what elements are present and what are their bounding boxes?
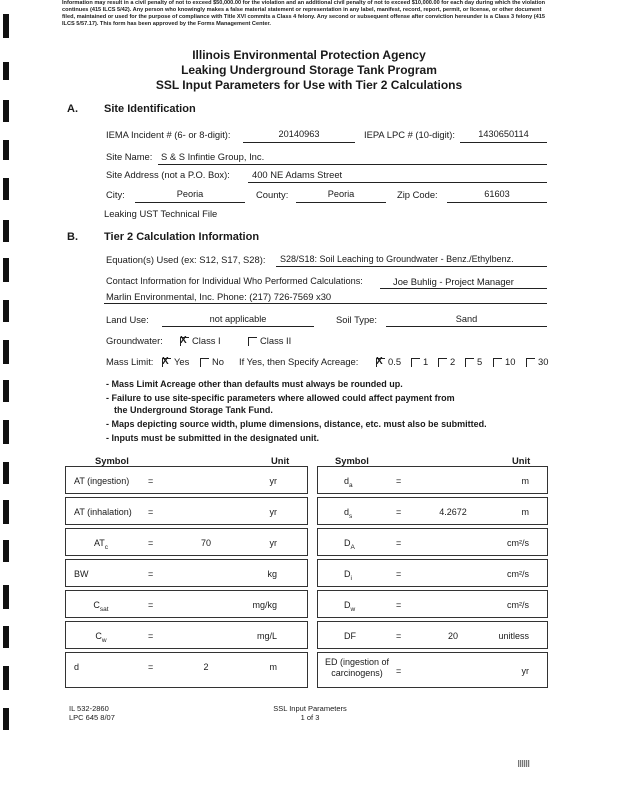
unit-cell: yr xyxy=(269,507,277,517)
registration-mark xyxy=(3,626,9,648)
site-address-label: Site Address (not a P.O. Box): xyxy=(106,169,230,180)
equations-label: Equation(s) Used (ex: S12, S17, S28): xyxy=(106,254,266,265)
acreage-option[interactable]: 5 xyxy=(465,356,482,367)
unit-header-left: Unit xyxy=(271,455,290,466)
form-number: IL 532-2860 xyxy=(69,704,109,713)
registration-mark xyxy=(3,585,9,609)
table-row xyxy=(65,497,308,525)
acreage-option[interactable]: 30 xyxy=(526,356,548,367)
table-row xyxy=(65,466,308,494)
section-b-heading: Tier 2 Calculation Information xyxy=(104,231,260,243)
acreage-option[interactable]: 10 xyxy=(493,356,515,367)
section-b-letter: B. xyxy=(67,231,78,243)
table-row xyxy=(317,497,548,525)
registration-mark xyxy=(3,140,9,160)
groundwater-label: Groundwater: xyxy=(106,335,163,346)
page-number: 1 of 3 xyxy=(300,713,320,722)
acreage-label: If Yes, then Specify Acreage: xyxy=(239,356,359,367)
equals-sign: = xyxy=(396,600,402,610)
symbol-cell: ED (ingestion of carcinogens) xyxy=(324,657,390,678)
footer-title: SSL Input Parameters xyxy=(273,704,347,713)
equals-sign: = xyxy=(396,666,402,676)
symbol-cell: $D_w$ xyxy=(344,600,356,613)
equals-sign: = xyxy=(148,569,154,579)
class-i-option[interactable]: X Class I xyxy=(180,335,221,346)
unit-cell: yr xyxy=(521,666,529,676)
section-a-letter: A. xyxy=(67,103,78,115)
unit-cell: cm²/s xyxy=(507,600,529,610)
city-label: City: xyxy=(106,189,125,200)
form-title: SSL Input Parameters for Use with Tier 2 Calculations xyxy=(155,78,463,92)
class-i-checkbox[interactable] xyxy=(180,337,189,346)
symbol-cell: $AT_c$ xyxy=(93,538,109,551)
registration-mark xyxy=(3,380,9,402)
symbol-cell: d xyxy=(74,662,80,672)
soil-type-label: Soil Type: xyxy=(336,314,377,325)
unit-cell: mg/L xyxy=(256,631,277,641)
site-address-field[interactable]: 400 NE Adams Street xyxy=(252,169,343,180)
value-cell[interactable]: 4.2672 xyxy=(439,507,467,517)
value-cell[interactable]: 20 xyxy=(447,631,458,641)
equals-sign: = xyxy=(148,631,154,641)
city-field[interactable]: Peoria xyxy=(176,189,204,199)
county-field[interactable]: Peoria xyxy=(327,189,355,199)
symbol-cell: $d_a$ xyxy=(344,476,353,489)
iepa-lpc-field[interactable]: 1430650114 xyxy=(478,129,529,139)
mass-limit-label: Mass Limit: xyxy=(106,356,154,367)
equals-sign: = xyxy=(148,538,154,548)
iema-label: IEMA Incident # (6- or 8-digit): xyxy=(106,129,231,140)
acreage-option[interactable]: 2 xyxy=(438,356,455,367)
registration-mark xyxy=(3,708,9,730)
mass-limit-no-checkbox[interactable] xyxy=(200,358,209,367)
site-name-field[interactable]: S & S Infintie Group, Inc. xyxy=(161,151,265,162)
lpc-number: LPC 645 8/07 xyxy=(69,713,115,722)
symbol-cell: $d_s$ xyxy=(344,507,353,520)
unit-cell: m xyxy=(521,476,529,486)
zip-label: Zip Code: xyxy=(397,189,438,200)
table-row xyxy=(317,528,548,556)
value-cell[interactable]: 2 xyxy=(203,662,209,672)
instruction-line: - Maps depicting source width, plume dimensions, distance, etc. must also be submitted. xyxy=(106,419,487,429)
equals-sign: = xyxy=(396,538,402,548)
value-cell[interactable]: 70 xyxy=(200,538,211,548)
unit-cell: yr xyxy=(269,538,277,548)
county-label: County: xyxy=(256,189,289,200)
acreage-option[interactable]: X 0.5 xyxy=(376,356,401,367)
equations-field[interactable]: S28/S18: Soil Leaching to Groundwater - Benz./Ethylbenz. xyxy=(280,254,514,264)
symbol-header-right: Symbol xyxy=(335,455,369,466)
equals-sign: = xyxy=(396,507,402,517)
table-row xyxy=(65,652,308,688)
unit-cell: cm²/s xyxy=(507,538,529,548)
symbol-cell: BW xyxy=(74,569,89,579)
unit-cell: yr xyxy=(269,476,277,486)
registration-mark xyxy=(3,258,9,282)
table-row xyxy=(317,652,548,688)
technical-file-label: Leaking UST Technical File xyxy=(104,208,218,219)
table-row xyxy=(317,590,548,618)
registration-mark xyxy=(3,500,9,524)
registration-mark xyxy=(3,420,9,444)
symbol-cell: AT (inhalation) xyxy=(74,507,132,517)
table-row xyxy=(317,466,548,494)
mass-limit-no[interactable]: No xyxy=(200,356,224,367)
registration-mark xyxy=(3,14,9,38)
land-use-field[interactable]: not applicable xyxy=(209,314,267,324)
table-row xyxy=(317,621,548,649)
unit-cell: m xyxy=(521,507,529,517)
symbol-cell: $D_i$ xyxy=(344,569,352,582)
equals-sign: = xyxy=(148,507,154,517)
mass-limit-yes-checkbox[interactable] xyxy=(162,358,171,367)
symbol-cell: $C_{sat}$ xyxy=(93,600,109,613)
registration-mark xyxy=(3,462,9,484)
symbol-header-left: Symbol xyxy=(95,455,129,466)
equals-sign: = xyxy=(396,631,402,641)
class-ii-option[interactable]: Class II xyxy=(248,335,291,346)
equals-sign: = xyxy=(148,600,154,610)
registration-mark xyxy=(3,220,9,242)
unit-cell: mg/kg xyxy=(252,600,277,610)
equals-sign: = xyxy=(396,476,402,486)
table-row xyxy=(65,559,308,587)
soil-type-field[interactable]: Sand xyxy=(455,314,478,324)
contact-company-field[interactable]: Marlin Environmental, Inc. Phone: (217) 726-7569 x30 xyxy=(106,291,332,302)
zip-field[interactable]: 61603 xyxy=(484,189,510,199)
contact-name-field[interactable]: Joe Buhlig - Project Manager xyxy=(393,276,514,287)
contact-label: Contact Information for Individual Who Performed Calculations: xyxy=(106,276,363,286)
registration-mark xyxy=(3,100,9,122)
table-row xyxy=(65,590,308,618)
instruction-line: - Mass Limit Acreage other than defaults must always be rounded up. xyxy=(106,379,403,389)
class-ii-checkbox[interactable] xyxy=(248,337,257,346)
unit-cell: kg xyxy=(267,569,277,579)
equals-sign: = xyxy=(396,569,402,579)
symbol-cell: DF xyxy=(344,631,356,641)
mass-limit-yes[interactable]: X Yes xyxy=(162,356,189,367)
table-row xyxy=(65,528,308,556)
instruction-line: - Inputs must be submitted in the designated unit. xyxy=(106,433,320,443)
iema-incident-field[interactable]: 20140963 xyxy=(278,129,320,139)
land-use-label: Land Use: xyxy=(106,314,149,325)
registration-mark xyxy=(3,666,9,690)
symbol-cell: $D_A$ xyxy=(344,538,355,551)
registration-mark xyxy=(3,340,9,364)
legal-notice: Information may result in a civil penalty of not to exceed $50,000.00 for the violation and an additional civil penalty of not to exceed $10,000.00 for each day during which the violation continues (415 ILCS 5/42). Any person who knowingly makes a false material statement or representation in any label, manifest, record, report, permit, or license, or other document filed, maintained or used for the purpose of compliance with Title XVI commits a Class 4 felony. Any second or subsequent offense after conviction hereunder is a Class 3 felony (415 ILCS 5/57.17). This form has been approved by the Forms Management Center. xyxy=(62,0,546,27)
unit-cell: unitless xyxy=(498,631,529,641)
equals-sign: = xyxy=(148,476,154,486)
unit-header-right: Unit xyxy=(512,455,531,466)
unit-cell: cm²/s xyxy=(507,569,529,579)
section-a-heading: Site Identification xyxy=(104,103,196,115)
registration-mark xyxy=(3,540,9,562)
unit-cell: m xyxy=(269,662,277,672)
table-row xyxy=(317,559,548,587)
table-row xyxy=(65,621,308,649)
iepa-label: IEPA LPC # (10-digit): xyxy=(364,129,456,140)
equals-sign: = xyxy=(148,662,154,672)
symbol-cell: $C_w$ xyxy=(95,631,107,644)
acreage-option[interactable]: 1 xyxy=(411,356,428,367)
registration-mark xyxy=(3,300,9,322)
instruction-line: the Underground Storage Tank Fund. xyxy=(114,405,273,415)
site-name-label: Site Name: xyxy=(106,151,153,162)
symbol-cell: AT (ingestion) xyxy=(74,476,130,486)
instruction-line: - Failure to use site-specific parameters where allowed could affect payment from xyxy=(106,393,455,403)
registration-mark xyxy=(3,178,9,200)
program-title: Leaking Underground Storage Tank Program xyxy=(181,63,437,77)
agency-title: Illinois Environmental Protection Agency xyxy=(192,48,426,62)
scan-mark xyxy=(518,760,530,767)
